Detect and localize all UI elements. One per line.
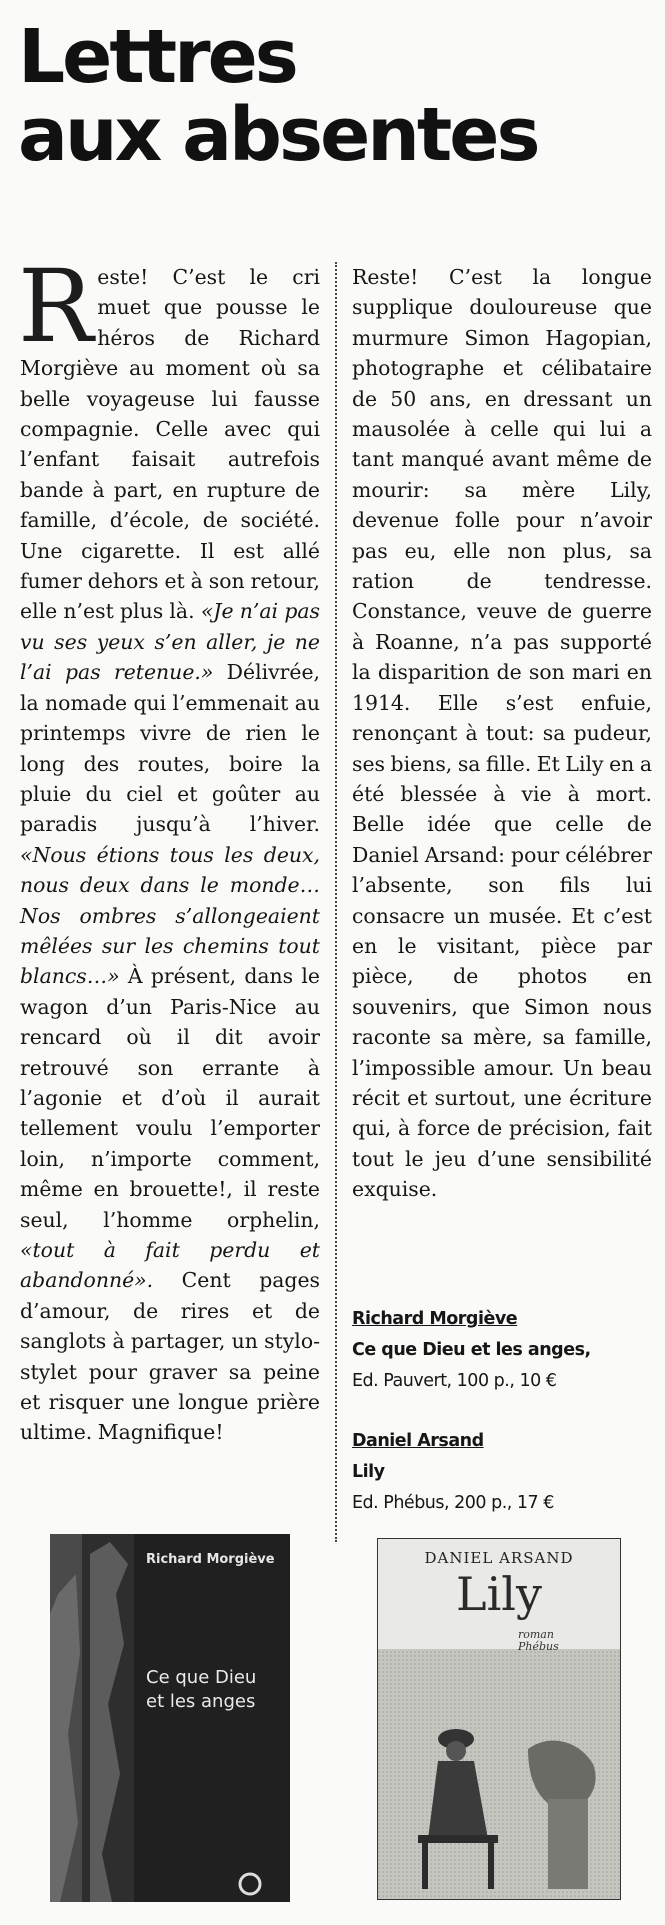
book-cover-arsand — [377, 1538, 621, 1900]
cover-title-line-2: et les anges — [146, 1691, 256, 1712]
book-title: Lily — [352, 1462, 385, 1482]
cover-title: Lily — [456, 1567, 542, 1621]
left-quote-1: «Je n’ai pas vu ses yeux s’en aller, je ne l’ai pas retenue.» — [20, 599, 320, 685]
cover-author: Richard Morgiève — [146, 1552, 275, 1567]
article-headline — [18, 14, 648, 178]
book-reference-1 — [352, 1304, 652, 1397]
book-publisher: Ed. Pauvert, 100 p., 10 € — [352, 1371, 557, 1391]
cover-illustration — [50, 1534, 290, 1902]
cover-subtitle — [518, 1629, 559, 1653]
left-quote-2: «Nous étions tous les deux, nous deux dans le monde… Nos ombres s’allongeaient mêlées sur les chemins tout blancs…» — [20, 842, 320, 989]
left-quote-3: «tout à fait perdu et abandonné». — [20, 1238, 320, 1293]
cover-subtitle-line-1: roman — [518, 1628, 554, 1641]
right-paragraph-1: Reste! C’est la longue supplique douloureuse que murmure Simon Hagopian, photographe et célibataire de 50 ans, en dressant un mausolée à celle qui lui a tant manqué avant même de mourir: sa mère Lily, devenue folle pour n’avoir pas eu, elle non plus, sa ration de tendresse. Constance, veuve de guerre à Roanne, n’a pas supporté la disparition de son mari en 1914. Elle s’est enfuie, renonçant à tout: sa pudeur, ses biens, sa fille. Et Lily en a été blessée à vie à mort. Belle idée que celle de Daniel Arsand: pour célébrer l’absente, son fils lui consacre un musée. Et c’est en le visitant, pièce par pièce, de photos en souvenirs, que Simon nous raconte sa mère, sa famille, l’impossible amour. Un beau récit et surtout, une écriture qui, à force de précision, fait tout le jeu d’une sensibilité exquise. — [352, 265, 652, 1202]
drop-cap: R — [18, 248, 94, 365]
book-title: Ce que Dieu et les anges, — [352, 1340, 591, 1360]
book-reference-2 — [352, 1426, 652, 1519]
book-author: Richard Morgiève — [352, 1309, 518, 1329]
cover-title — [146, 1666, 266, 1714]
headline-line-2: aux absentes — [18, 92, 538, 178]
book-author: Daniel Arsand — [352, 1431, 484, 1451]
cover-author: DANIEL ARSAND — [424, 1549, 574, 1567]
left-paragraph-2: Délivrée, la nomade qui l’emmenait au printemps vivre de rien le long des routes, boire la pluie du ciel et goûter au paradis jusqu’à l’hiver. — [20, 660, 320, 837]
right-column-text — [352, 262, 652, 1205]
headline-line-1: Lettres — [18, 14, 296, 100]
column-divider — [335, 262, 337, 1542]
cover-subtitle-line-2: Phébus — [518, 1640, 559, 1653]
book-publisher: Ed. Phébus, 200 p., 17 € — [352, 1493, 554, 1513]
cover-title-line-1: Ce que Dieu — [146, 1667, 257, 1688]
left-paragraph-4: Cent pages d’amour, de rires et de sanglots à partager, un stylo-stylet pour graver sa peine et risquer une longue prière ultime. Magnifique! — [20, 1268, 320, 1445]
left-column-text — [18, 248, 320, 1448]
left-paragraph-3: À présent, dans le wagon d’un Paris-Nice au rencard où il dit avoir retrouvé son errante à l’agonie et d’où il aurait tellement voulu l’emporter loin, n’importe comment, même en brouette!, il reste seul, l’homme orphelin, — [20, 964, 320, 1232]
left-paragraph-1: este! C’est le cri muet que pousse le héros de Richard Morgiève au moment où sa belle voyageuse lui fausse compagnie. Celle avec qui l’enfant faisait autrefois bande à part, en rupture de famille, d’école, de société. Une cigarette. Il est allé fumer dehors et à son retour, elle n’est plus là. — [20, 265, 320, 624]
book-cover-morgieve — [50, 1534, 290, 1902]
